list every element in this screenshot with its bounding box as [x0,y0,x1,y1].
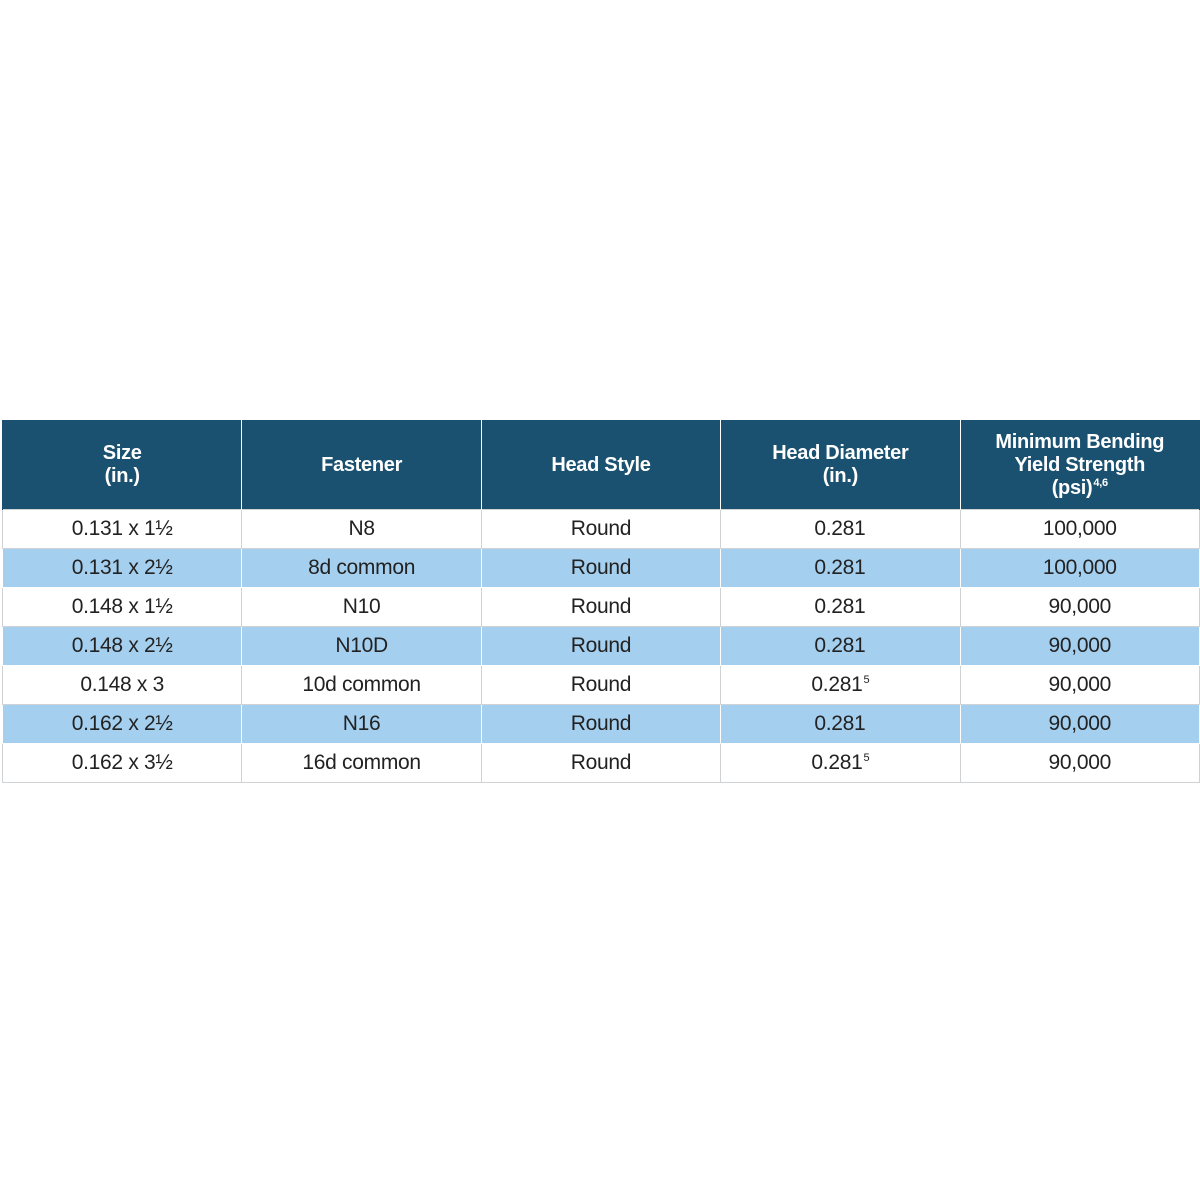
cell-fastener: 8d common [242,549,481,588]
cell-size: 0.162 x 2½ [3,705,242,744]
header-fastener: Fastener [242,421,481,510]
cell-fastener: N10 [242,588,481,627]
cell-fastener: 10d common [242,666,481,705]
fastener-spec-table [2,420,1200,783]
cell-fastener: 16d common [242,744,481,783]
cell-head-style: Round [481,549,720,588]
cell-size: 0.148 x 3 [3,666,242,705]
cell-head-style: Round [481,627,720,666]
cell-head-diameter: 0.281 [721,549,960,588]
table-row [3,627,1200,666]
cell-head-style: Round [481,666,720,705]
cell-head-diameter: 0.281 [721,627,960,666]
footnote-ref: 5 [863,674,870,686]
table-row [3,510,1200,549]
cell-size: 0.148 x 1½ [3,588,242,627]
header-yield-strength: Minimum Bending Yield Strength (psi)$^{4,6}$ [960,421,1199,510]
cell-head-diameter: 0.281$^5$ [721,666,960,705]
header-head-style: Head Style [481,421,720,510]
cell-head-style: Round [481,510,720,549]
table-row [3,705,1200,744]
table-row [3,744,1200,783]
cell-head-diameter: 0.281$^5$ [721,744,960,783]
cell-yield-strength: 90,000 [960,744,1199,783]
cell-yield-strength: 90,000 [960,705,1199,744]
cell-yield-strength: 100,000 [960,549,1199,588]
header-head-diameter: Head Diameter (in.) [721,421,960,510]
cell-head-style: Round [481,744,720,783]
cell-fastener: N16 [242,705,481,744]
footnote-ref: 4,6 [1093,476,1108,489]
cell-head-diameter: 0.281 [721,510,960,549]
cell-yield-strength: 100,000 [960,510,1199,549]
cell-size: 0.162 x 3½ [3,744,242,783]
cell-head-diameter: 0.281 [721,705,960,744]
fastener-spec-table-container [2,420,1199,783]
table-row [3,588,1200,627]
cell-head-style: Round [481,705,720,744]
footnote-ref: 5 [863,752,870,764]
cell-size: 0.131 x 1½ [3,510,242,549]
cell-fastener: N8 [242,510,481,549]
cell-yield-strength: 90,000 [960,588,1199,627]
cell-head-style: Round [481,588,720,627]
cell-yield-strength: 90,000 [960,666,1199,705]
cell-size: 0.148 x 2½ [3,627,242,666]
table-row [3,666,1200,705]
cell-size: 0.131 x 2½ [3,549,242,588]
table-row [3,549,1200,588]
table-header-row [3,421,1200,510]
header-size: Size (in.) [3,421,242,510]
cell-fastener: N10D [242,627,481,666]
cell-yield-strength: 90,000 [960,627,1199,666]
cell-head-diameter: 0.281 [721,588,960,627]
